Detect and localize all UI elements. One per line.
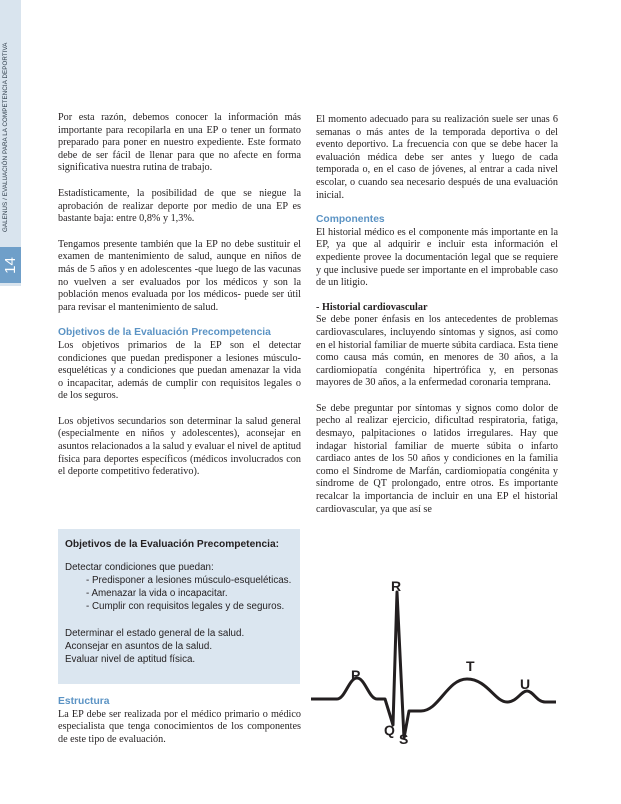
ecg-label-s: S bbox=[399, 731, 409, 746]
box-bullet: - Amenazar la vida o incapacitar. bbox=[86, 588, 228, 599]
ecg-label-u: U bbox=[520, 676, 531, 692]
page-number bbox=[0, 247, 21, 283]
right-column bbox=[316, 114, 558, 516]
ecg-waveform-figure bbox=[311, 578, 556, 746]
ecg-trace bbox=[311, 592, 556, 738]
box-line: Evaluar nivel de aptitud física. bbox=[65, 654, 196, 665]
page-number-text: 14 bbox=[2, 256, 19, 274]
paragraph: Los objetivos secundarios son determinar la salud general (especialmente en niños y adolescentes), aconsejar en asuntos relacionados a la salud y evaluar el nivel de aptitud física para deportes específicos (médicos involucrados con el deporte competitivo federativo). bbox=[58, 415, 301, 478]
ecg-label-p: P bbox=[351, 667, 361, 683]
paragraph: Estadísticamente, la posibilidad de que se niegue la aprobación de realizar deporte por medio de una EP es bastante baja: entre 0,8% y 1,3%. bbox=[58, 187, 301, 225]
paragraph: Los objetivos primarios de la EP son el detectar condiciones que puedan predisponer a lesiones músculo-esqueléticas y a condiciones que puedan amenazar la vida o incapacitar, además de cumplir con requisitos legales o de los seguros. bbox=[58, 339, 301, 402]
paragraph: Tengamos presente también que la EP no debe sustituir el examen de mantenimiento de salud, aunque en niños de más de 5 años y en adolescentes -que luego de las vacunas no vuelven a ser evaluados por los médicos y son la población menos evaluada por los médicos- puede ser útil para revisar el mantenimiento de salud. bbox=[58, 238, 301, 313]
subheading: - Historial cardiovascular bbox=[316, 301, 428, 313]
ecg-label-t: T bbox=[466, 658, 475, 674]
paragraph: El historial médico es el componente más importante en la EP, ya que al adquirir e incluir esta información el expediente provee la documentación legal que se requiere y que inclusive puede ser importante en el improbable caso de un litigio. bbox=[316, 226, 558, 289]
ecg-label-q: Q bbox=[384, 722, 395, 738]
objectives-box bbox=[58, 529, 300, 684]
section-heading: Estructura bbox=[58, 696, 110, 707]
paragraph: El momento adecuado para su realización suele ser unas 6 semanas o más antes de la temporada deportiva o del evento deportivo. La frecuencia con que se debe hacer la evaluación médica debe ser antes y luego de cada temporada o, en el caso de jóvenes, al entrar a cada nivel escolar, o cuando sea necesario después de una evaluación inicial. bbox=[316, 114, 558, 201]
box-line: Aconsejar en asuntos de la salud. bbox=[65, 641, 213, 652]
section-heading: Objetivos de la Evaluación Precompetencia bbox=[58, 327, 271, 339]
box-bullet: - Cumplir con requisitos legales y de seguros. bbox=[86, 601, 285, 612]
ecg-label-r: R bbox=[391, 578, 402, 594]
paragraph: Se debe preguntar por síntomas y signos como dolor de pecho al realizar ejercicio, dificultad respiratoria, fatiga, desmayo, palpitaciones o latidos irregulares. Hay que indagar historial familiar de muerte súbita o infarto cardiaco antes de los 50 años y condiciones en la familia como el Síndrome de Marfán, cardiomiopatía congénita y síndrome de QT prolongado, entre otros. Es importante recalcar la importancia de incluir en una EP el historial cardiovascular, ya que así se bbox=[316, 402, 558, 515]
box-bullet: - Predisponer a lesiones músculo-esqueléticas. bbox=[86, 575, 292, 586]
paragraph: Por esta razón, debemos conocer la información más importante para recopilarla en una EP o tener un formato preparado para poner en nuestro expediente. Este formato debe de ser fácil de llenar para que no afecte en forma significativa nuestra rutina de trabajo. bbox=[58, 112, 301, 174]
left-column bbox=[58, 112, 301, 479]
box-line: Determinar el estado general de la salud. bbox=[65, 628, 245, 639]
section-heading: Componentes bbox=[316, 214, 385, 226]
structure-section bbox=[58, 696, 301, 746]
running-head-text: GALENUS / EVALUACIÓN PARA LA COMPETENCIA DEPORTIVA bbox=[2, 42, 9, 232]
box-line: Detectar condiciones que puedan: bbox=[65, 562, 214, 573]
box-title: Objetivos de la Evaluación Precompetencia: bbox=[65, 539, 280, 550]
paragraph: La EP debe ser realizada por el médico primario o médico especialista que tenga conocimientos de los componentes de este tipo de evaluación. bbox=[58, 708, 301, 745]
sidebar bbox=[0, 0, 21, 804]
paragraph: Se debe poner énfasis en los antecedentes de problemas cardiovasculares, incluyendo síntomas y signos, así como en el historial familiar de muerte súbita cardiaca. Esta tiene como causa más común, en menores de 30 años, a la cardiomiopatía congénita hipertrófica y, en personas mayores de 30 años, a la enfermedad coronaria temprana. bbox=[316, 314, 558, 389]
